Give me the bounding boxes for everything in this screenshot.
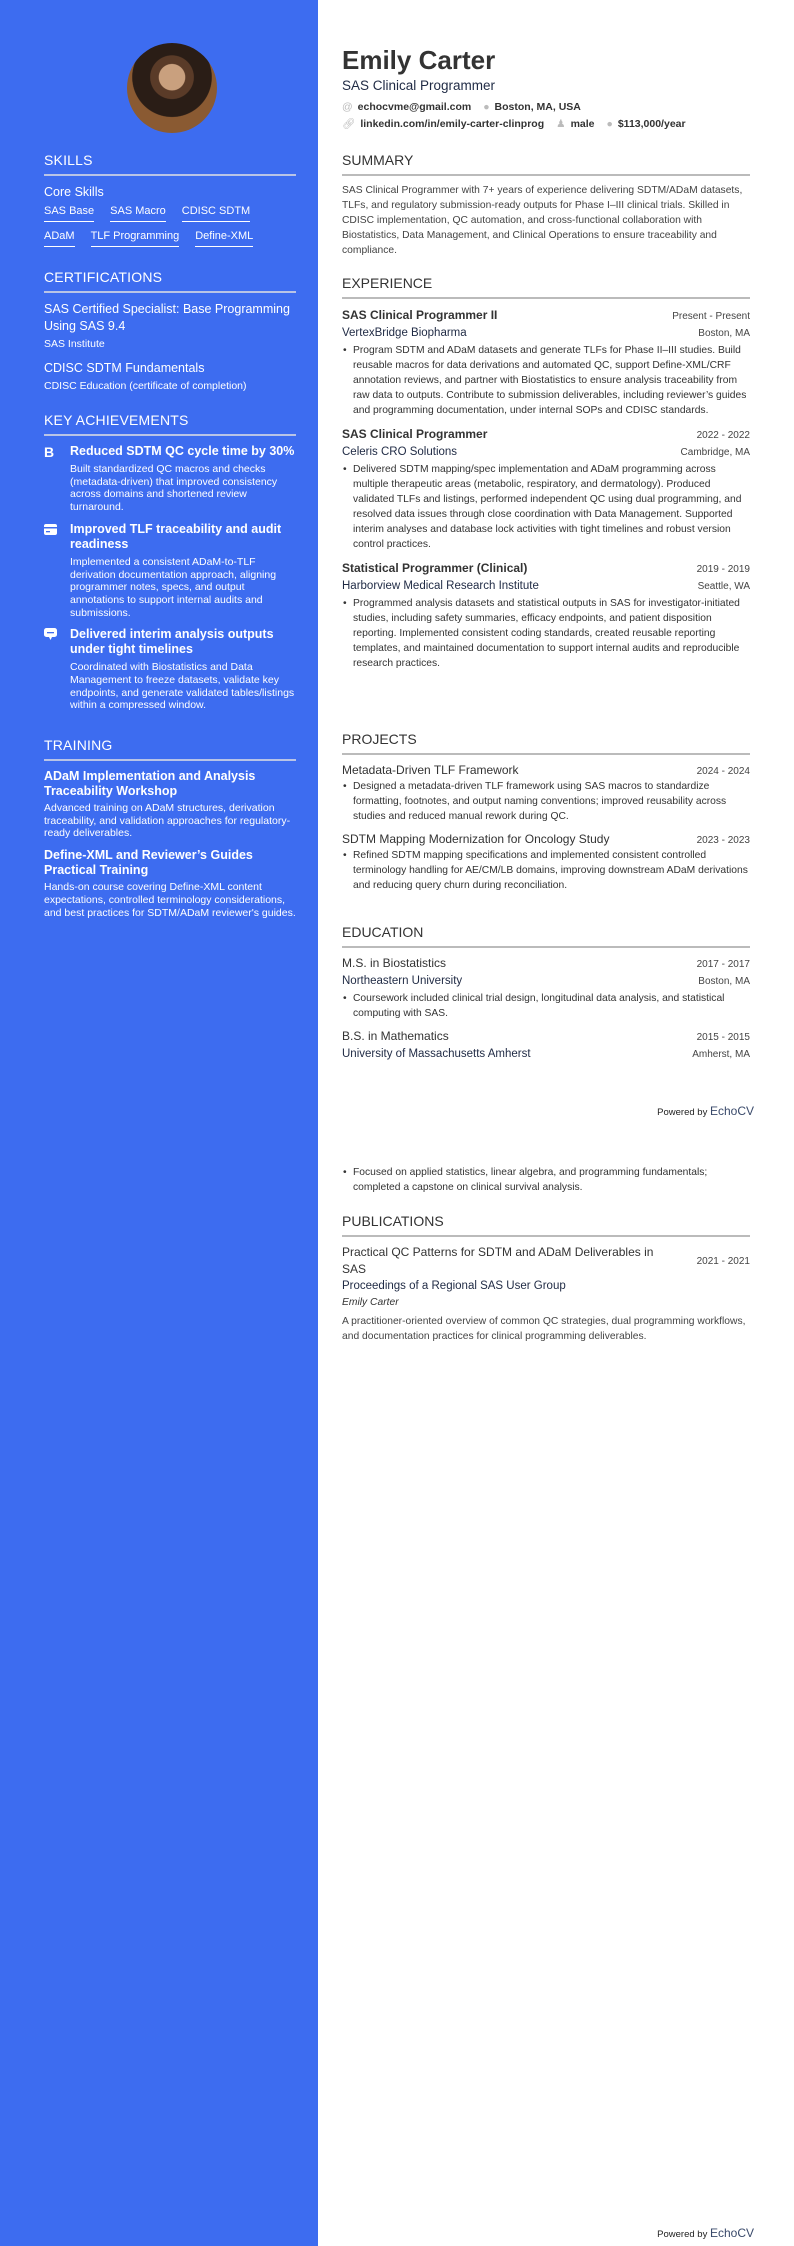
job-title: SAS Clinical Programmer II <box>342 308 498 322</box>
project-bullet: • Refined SDTM mapping specifications and implemented consistent controlled terminology handling for AE/CM/LB domains, improving downstream ADaM derivations and reducing query churn during reconciliation. <box>342 848 750 893</box>
skill-tag: Define-XML <box>195 230 253 247</box>
certification-name: CDISC SDTM Fundamentals <box>44 361 205 375</box>
publication-author: Emily Carter <box>342 1297 399 1308</box>
publications-section <box>342 1213 750 1344</box>
education-item <box>342 1028 750 1064</box>
projects-section <box>342 731 750 900</box>
at-icon: @ <box>342 101 353 113</box>
achievement-item <box>44 627 296 712</box>
project-dates: 2024 - 2024 <box>696 766 750 777</box>
job-location: Seattle, WA <box>697 581 750 592</box>
school: University of Massachusetts Amherst <box>342 1048 531 1060</box>
job-dates: 2022 - 2022 <box>696 430 750 441</box>
degree: B.S. in Mathematics <box>342 1029 449 1043</box>
education-bullet: • Focused on applied statistics, linear algebra, and programming fundamentals; completed a capstone on clinical survival analysis. <box>342 1165 750 1195</box>
achievement-title: Delivered interim analysis outputs under tight timelines <box>70 627 274 657</box>
education-dates: 2015 - 2015 <box>696 1032 750 1043</box>
projects-heading: PROJECTS <box>342 731 750 755</box>
skills-heading: SKILLS <box>44 152 296 176</box>
job-location: Boston, MA <box>698 328 750 339</box>
achievement-desc: Coordinated with Biostatistics and Data Management to freeze datasets, validate key endpoints, and generate validated tables/listings within a compressed window. <box>70 661 295 712</box>
skill-tag: TLF Programming <box>91 230 180 247</box>
contact-email[interactable]: @ echocvme@gmail.com <box>342 101 472 113</box>
job-bullet: • Program SDTM and ADaM datasets and generate TLFs for Phase II–III studies. Build reusable macros for data derivations and automated QC, support Define-XML/CRF annotation reviews, and partner with Biostatistics to ensure analysis traceability from raw data to outputs. Contribute to submission deliverables, including reviewer’s guides and programming documentation, under internal SOPs and CDISC standards. <box>342 343 750 418</box>
training-desc: Hands-on course covering Define-XML content expectations, controlled terminology considerations, and best practices for SDTM/ADaM reviewer's guides. <box>44 881 296 919</box>
publication-dates: 2021 - 2021 <box>696 1255 750 1267</box>
powered-by-bottom[interactable]: Powered by EchoCV <box>657 2226 754 2240</box>
publication-desc: A practitioner-oriented overview of common QC strategies, dual programming workflows, and documentation practices for clinical programming deliverables. <box>342 1316 746 1342</box>
education-dates: 2017 - 2017 <box>696 959 750 970</box>
education-location: Amherst, MA <box>692 1049 750 1060</box>
echocv-brand: EchoCV <box>709 2226 754 2240</box>
training-section <box>44 737 296 927</box>
certification-name: SAS Certified Specialist: Base Programming Using SAS 9.4 <box>44 302 290 333</box>
achievements-heading: KEY ACHIEVEMENTS <box>44 412 296 436</box>
publications-heading: PUBLICATIONS <box>342 1213 750 1237</box>
contact-location: ● Boston, MA, USA <box>483 101 581 113</box>
skill-tag: CDISC SDTM <box>182 205 250 222</box>
job-title: Statistical Programmer (Clinical) <box>342 561 528 575</box>
echocv-brand: EchoCV <box>709 1104 754 1118</box>
job-location: Cambridge, MA <box>680 447 750 458</box>
credit-card-icon <box>44 522 58 620</box>
school: Northeastern University <box>342 975 463 987</box>
education-item <box>342 955 750 1021</box>
achievement-item <box>44 444 296 514</box>
experience-heading: EXPERIENCE <box>342 275 750 299</box>
certification-issuer: CDISC Education (certificate of completion) <box>44 380 247 392</box>
summary-text: SAS Clinical Programmer with 7+ years of experience delivering SDTM/ADaM datasets, TLFs, and regulatory submission-ready outputs for Phase I–III clinical trials. Skilled in CDISC implementation, QC automation, and cross-functional collaboration with Biostatistics, Data Management, and Clinical Operations to ensure traceability and compliance. <box>342 185 743 256</box>
profile-photo <box>127 43 217 133</box>
achievement-title: Reduced SDTM QC cycle time by 30% <box>70 444 295 458</box>
certification-item <box>44 360 296 393</box>
powered-by[interactable]: Powered by EchoCV <box>657 1104 754 1118</box>
achievement-desc: Built standardized QC macros and checks (metadata-driven) that improved consistency across domains and shortened review turnaround. <box>70 463 278 514</box>
experience-item <box>342 559 750 671</box>
education-heading: EDUCATION <box>342 924 750 948</box>
job-dates: Present - Present <box>672 311 750 322</box>
project-item <box>342 831 750 893</box>
project-dates: 2023 - 2023 <box>696 835 750 846</box>
certification-item <box>44 301 296 351</box>
project-title: Metadata-Driven TLF Framework <box>342 763 519 777</box>
profile-header <box>342 44 750 133</box>
education-location: Boston, MA <box>698 976 750 987</box>
certification-issuer: SAS Institute <box>44 338 105 350</box>
company: VertexBridge Biopharma <box>342 327 467 339</box>
summary-section <box>342 152 750 258</box>
degree: M.S. in Biostatistics <box>342 956 447 970</box>
achievement-title: Improved TLF traceability and audit readiness <box>70 521 282 551</box>
education-section <box>342 924 750 1071</box>
project-item <box>342 762 750 824</box>
sidebar <box>0 0 318 2246</box>
education-continued <box>342 1165 750 1195</box>
education-bullet: • Coursework included clinical trial design, longitudinal data analysis, and statistical computing with SAS. <box>342 991 750 1021</box>
publication-venue: Proceedings of a Regional SAS User Group <box>342 1280 566 1292</box>
training-heading: TRAINING <box>44 737 296 761</box>
achievement-item <box>44 522 296 620</box>
company: Harborview Medical Research Institute <box>342 580 539 592</box>
experience-section <box>342 275 750 678</box>
achievements-section <box>44 412 296 720</box>
person-icon: ♟ <box>556 118 566 130</box>
skill-tag: SAS Macro <box>110 205 166 222</box>
coin-icon: ● <box>606 118 613 130</box>
experience-item <box>342 425 750 552</box>
candidate-title: SAS Clinical Programmer <box>342 78 496 93</box>
job-title: SAS Clinical Programmer <box>342 427 488 441</box>
project-title: SDTM Mapping Modernization for Oncology Study <box>342 832 610 846</box>
contact-gender: ♟ male <box>556 118 595 130</box>
skill-tag: ADaM <box>44 230 75 247</box>
training-desc: Advanced training on ADaM structures, derivation traceability, and validation approaches for regulatory-ready deliverables. <box>44 802 291 840</box>
training-item <box>44 769 296 840</box>
link-icon: 🔗︎ <box>342 118 356 130</box>
job-bullet: • Delivered SDTM mapping/spec implementation and ADaM programming across multiple therapeutic areas (metabolic, respiratory, and dermatology). Produced validated TLFs and listings, performed independent QC using dual programming, and resolved data issues through close coordination with Data Management. Supported interim analyses and database lock activities with tight timelines and robust version control practices. <box>342 462 750 552</box>
experience-item <box>342 306 750 418</box>
certifications-section <box>44 269 296 393</box>
achievement-desc: Implemented a consistent ADaM-to-TLF derivation documentation approach, aligning programmer notes, specs, and output annotations to support internal audits and submissions. <box>70 555 277 619</box>
training-title: Define-XML and Reviewer’s Guides Practical Training <box>44 848 253 878</box>
candidate-name: Emily Carter <box>342 45 496 75</box>
skills-section <box>44 152 296 255</box>
chat-bubble-icon <box>44 627 58 712</box>
skill-tag: SAS Base <box>44 205 94 222</box>
training-title: ADaM Implementation and Analysis Traceability Workshop <box>44 769 256 798</box>
publication-title: Practical QC Patterns for SDTM and ADaM Deliverables in SAS <box>342 1245 654 1276</box>
project-bullet: • Designed a metadata-driven TLF framework using SAS macros to standardize formatting, footnotes, and output naming conventions; improved reusability across studies and reduced manual rework during QC. <box>342 779 750 824</box>
job-bullet: • Programmed analysis datasets and statistical outputs in SAS for investigator-initiated studies, including safety summaries, efficacy endpoints, and patient disposition reporting. Implemented consistent coding standards, created reusable reporting templates, and maintained documentation to support internal audits and reproducible research practices. <box>342 596 750 671</box>
contact-salary: ● $113,000/year <box>606 118 686 130</box>
certifications-heading: CERTIFICATIONS <box>44 269 296 293</box>
company: Celeris CRO Solutions <box>342 446 458 458</box>
summary-heading: SUMMARY <box>342 152 750 176</box>
bold-b-icon: B <box>44 444 55 460</box>
location-pin-icon: ● <box>483 101 490 113</box>
skills-group: Core Skills <box>44 185 104 199</box>
training-item <box>44 848 296 919</box>
contact-linkedin[interactable]: 🔗︎ linkedin.com/in/emily-carter-clinprog <box>342 118 545 130</box>
job-dates: 2019 - 2019 <box>696 564 750 575</box>
